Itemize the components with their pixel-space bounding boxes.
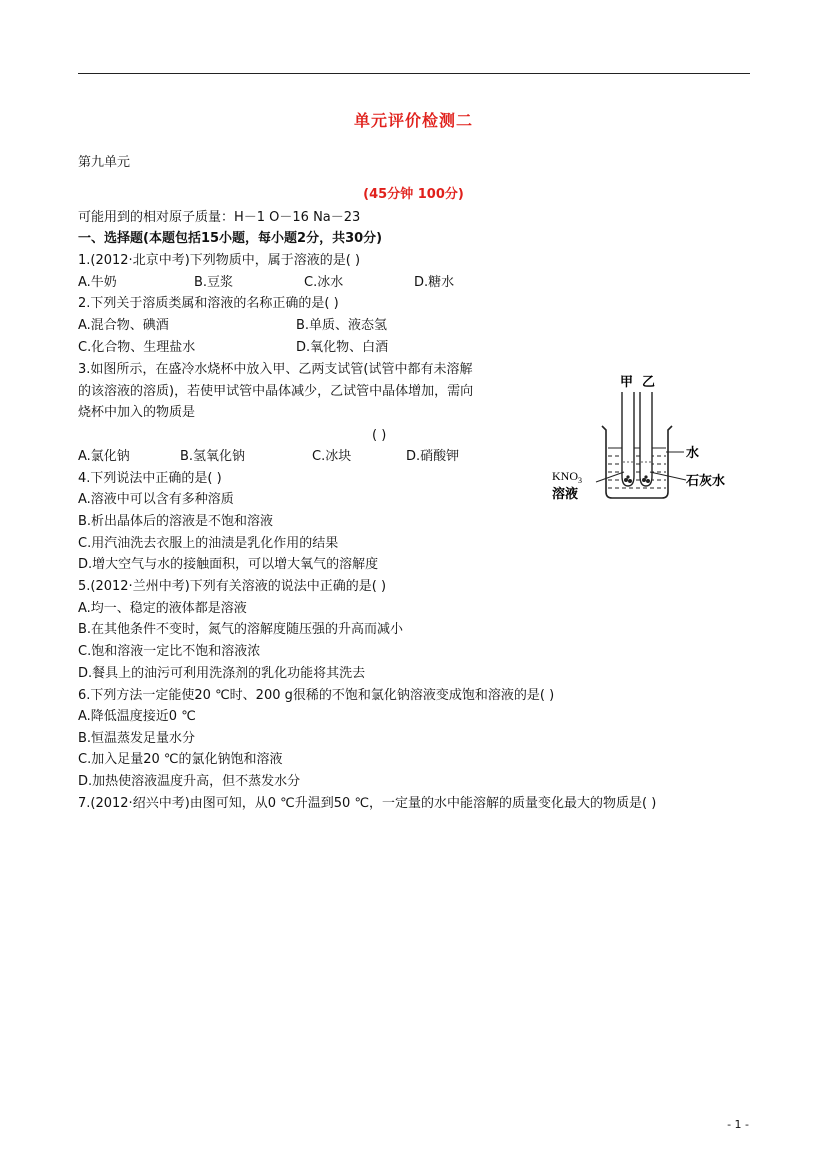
unit-label: 第九单元: [78, 155, 131, 170]
q3-option-a: A.氯化钠: [78, 449, 130, 464]
crystal-yi: [642, 478, 646, 482]
q1-option-a: A.牛奶: [78, 275, 117, 290]
q2-option-d: D.氧化物、白酒: [296, 340, 389, 355]
q5-option-d: D.餐具上的油污可利用洗涤剂的乳化功能将其洗去: [78, 666, 366, 681]
beaker-test-tube-figure: [548, 368, 748, 508]
question-1-stem: 1.(2012·北京中考)下列物质中，属于溶液的是( ): [78, 253, 361, 268]
question-3-stem-line2: 的该溶液的溶质)，若使甲试管中晶体减少，乙试管中晶体增加，需向: [78, 384, 474, 399]
fig-label-yi: 乙: [642, 374, 656, 389]
fig-label-jia: 甲: [620, 374, 634, 389]
q1-option-c: C.冰水: [304, 275, 344, 290]
question-2-stem: 2.下列关于溶质类属和溶液的名称正确的是( ): [78, 296, 339, 311]
fig-label-kno3: $KNO_3$: [552, 469, 582, 485]
q3-answer-parentheses: ( ): [372, 428, 387, 443]
q6-option-d: D.加热使溶液温度升高，但不蒸发水分: [78, 774, 301, 789]
q1-option-b: B.豆浆: [194, 275, 234, 290]
q6-option-b: B.恒温蒸发足量水分: [78, 731, 196, 746]
fig-label-water: 水: [686, 445, 700, 460]
question-3-stem-line3: 烧杯中加入的物质是: [78, 405, 196, 420]
page-title: 单元评价检测二: [353, 111, 473, 130]
question-3-stem-line1: 3.如图所示，在盛冷水烧杯中放入甲、乙两支试管(试管中都有未溶解: [78, 362, 473, 377]
question-5-stem: 5.(2012·兰州中考)下列有关溶液的说法中正确的是( ): [78, 579, 387, 594]
q4-option-b: B.析出晶体后的溶液是不饱和溶液: [78, 514, 274, 529]
q2-option-c: C.化合物、生理盐水: [78, 340, 196, 355]
q6-option-a: A.降低温度接近0 ℃: [78, 709, 196, 724]
q1-option-d: D.糖水: [414, 275, 455, 290]
fig-label-lime-water: 石灰水: [686, 473, 726, 488]
crystal-jia: [624, 478, 628, 482]
q2-option-b: B.单质、液态氢: [296, 318, 388, 333]
question-7-stem: 7.(2012·绍兴中考)由图可知，从0 ℃升温到50 ℃，一定量的水中能溶解的质量变化最大的物质是( ): [78, 796, 657, 811]
q5-option-b: B.在其他条件不变时，氮气的溶解度随压强的升高而减小: [78, 622, 404, 637]
q3-option-b: B.氢氧化钠: [180, 449, 246, 464]
q5-option-a: A.均一、稳定的液体都是溶液: [78, 601, 247, 616]
question-6-stem: 6.下列方法一定能使20 ℃时、200 g很稀的不饱和氯化钠溶液变成饱和溶液的是( ): [78, 688, 555, 703]
beaker-icon: [602, 426, 672, 498]
fig-label-solution: 溶液: [552, 486, 579, 501]
q4-option-a: A.溶液中可以含有多种溶质: [78, 492, 234, 507]
time-score-label: (45分钟 100分): [363, 187, 464, 202]
section-heading: 一、选择题(本题包括15小题，每小题2分，共30分): [78, 231, 383, 246]
q3-option-c: C.冰块: [312, 449, 352, 464]
q2-option-a: A.混合物、碘酒: [78, 318, 169, 333]
q6-option-c: C.加入足量20 ℃的氯化钠饱和溶液: [78, 752, 283, 767]
question-4-stem: 4.下列说法中正确的是( ): [78, 471, 222, 486]
q4-option-c: C.用汽油洗去衣服上的油渍是乳化作用的结果: [78, 536, 339, 551]
q4-option-d: D.增大空气与水的接触面积，可以增大氧气的溶解度: [78, 557, 379, 572]
page-number: - 1 -: [727, 1118, 749, 1131]
q3-option-d: D.硝酸钾: [406, 449, 460, 464]
header-rule: [78, 73, 750, 74]
atomic-mass-line: 可能用到的相对原子质量：H－1 O－16 Na－23: [78, 210, 361, 225]
q5-option-c: C.饱和溶液一定比不饱和溶液浓: [78, 644, 261, 659]
